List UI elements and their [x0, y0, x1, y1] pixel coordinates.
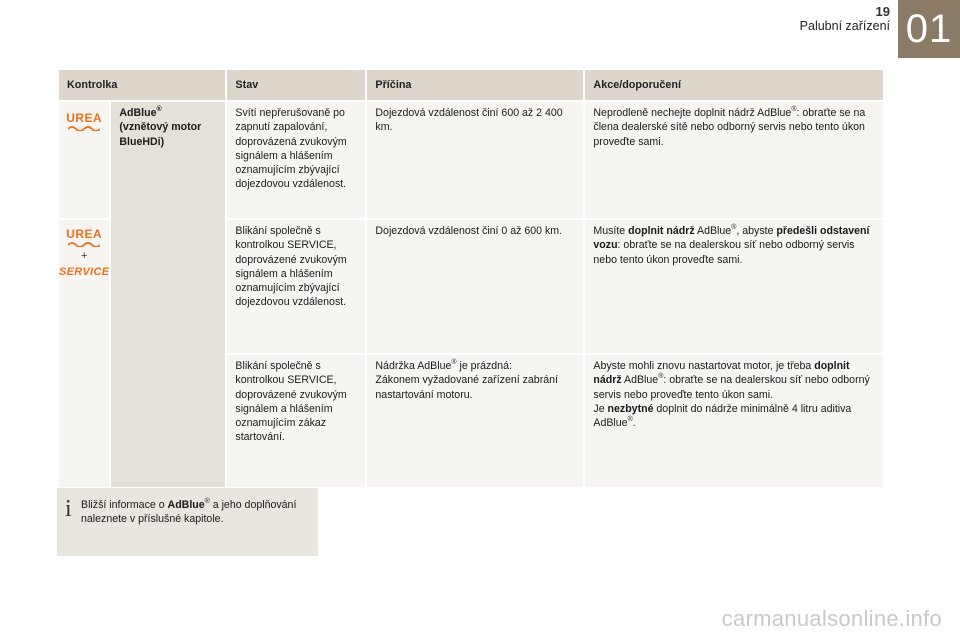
table-row [59, 102, 883, 218]
section-title: Palubní zařízení [799, 19, 890, 33]
akce-cell: Neprodleně nechejte doplnit nádrž AdBlue®: obraťte se na člena dealerské sítě nebo odborný servis nebo tento úkon proveďte sami. [585, 102, 883, 218]
page-header [800, 4, 890, 34]
watermark: carmanualsonline.info [721, 606, 942, 631]
akce-cell: Abyste mohli znovu nastartovat motor, je třeba doplnit nádrž AdBlue®: obraťte se na dealerskou síť nebo odborný servis nebo proveďte tento úkon sami. Je nezbytné doplnit do nádrže minimálně 4 litru aditiva AdBlue®. [585, 355, 883, 487]
table-header-row [59, 70, 883, 100]
plus-sign: + [80, 250, 88, 262]
lamp-name: AdBlue [119, 107, 157, 119]
column-header-pricina: Příčina [367, 70, 583, 100]
column-header-stav: Stav [227, 70, 365, 100]
stav-cell: Blikání společně s kontrolkou SERVICE, doprovázené zvukovým signálem a hlášením oznamujícím zbývající dojezdovou vzdálenost. [227, 220, 365, 353]
info-text: Bližší informace o AdBlue® a jeho doplňování naleznete v příslušné kapitole. [81, 498, 297, 525]
info-icon: i [65, 496, 72, 522]
urea-warning-icon: UREA [66, 112, 102, 131]
pricina-cell: Dojezdová vzdálenost činí 0 až 600 km. [367, 220, 583, 353]
service-warning-icon: SERVICE [59, 266, 110, 278]
lamp-name-cell: AdBlue® (vznětový motor BlueHDi) [111, 102, 225, 487]
column-header-kontrolka: Kontrolka [59, 70, 225, 100]
urea-service-lamp-cell [59, 220, 109, 487]
akce-cell: Musíte doplnit nádrž AdBlue®, abyste předešli odstavení vozu: obraťte se na dealerskou síť nebo odborný servis nebo tento úkon proveďte sami. [585, 220, 883, 353]
stav-cell: Blikání společně s kontrolkou SERVICE, doprovázené zvukovým signálem a hlášením oznamujícím zákaz startování. [227, 355, 365, 487]
urea-lamp-cell [59, 102, 109, 218]
stav-cell: Svítí nepřerušovaně po zapnutí zapalování, doprovázená zvukovým signálem a hlášením oznamujícím zbývající dojezdovou vzdálenost. [227, 102, 365, 218]
pricina-cell: Dojezdová vzdálenost činí 600 až 2 400 km. [367, 102, 583, 218]
chapter-tab: 01 [898, 0, 960, 58]
warning-lamp-table [57, 68, 885, 489]
info-box [57, 488, 318, 556]
column-header-akce: Akce/doporučení [585, 70, 883, 100]
page-number: 19 [875, 4, 890, 19]
pricina-cell: Nádržka AdBlue® je prázdná: Zákonem vyžadované zařízení zabrání nastartování motoru. [367, 355, 583, 487]
urea-warning-icon: UREA [66, 228, 102, 247]
lamp-description: (vznětový motor BlueHDi) [119, 121, 202, 148]
